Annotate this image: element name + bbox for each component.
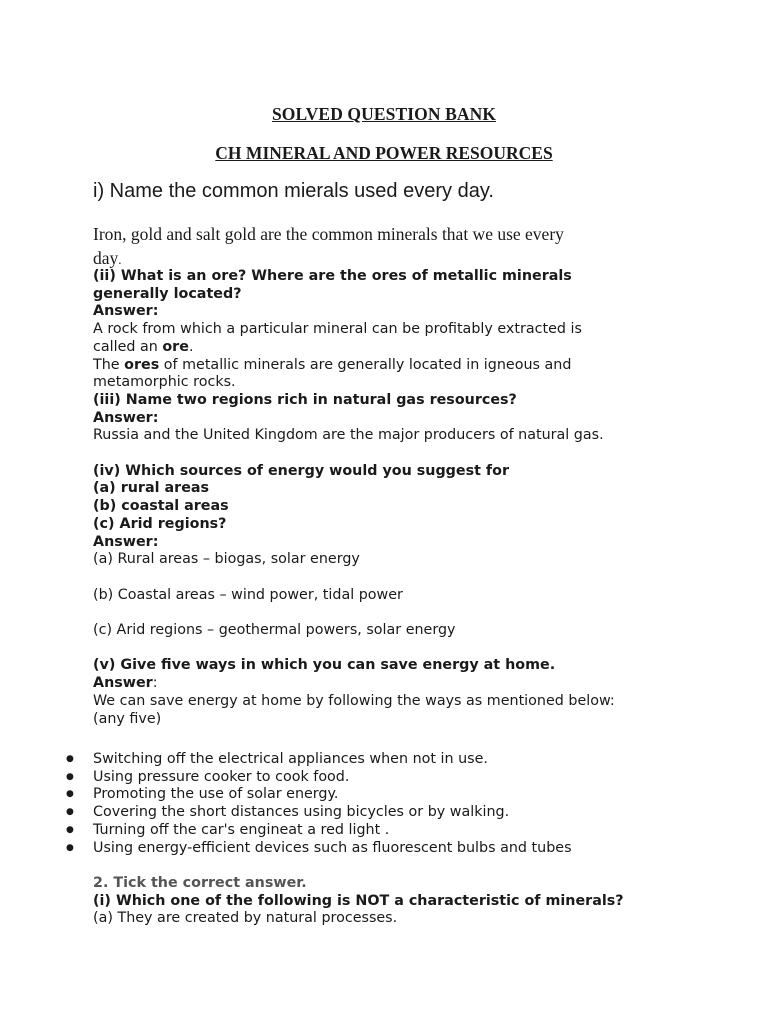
list-item — [66, 840, 716, 858]
text-fragment: : — [152, 675, 158, 692]
spacer — [93, 569, 693, 587]
spacer — [93, 640, 693, 658]
question-2-line-1: (ii) What is an ore? Where are the ores of metallic minerals — [93, 268, 572, 284]
bullet-icon: ● — [66, 842, 74, 853]
list-item — [66, 822, 716, 840]
list-item-text: Covering the short distances using bicycles or by walking. — [93, 804, 510, 821]
answer-2-line-3 — [93, 357, 693, 375]
answer-2-line-1: A rock from which a particular mineral can be profitably extracted is — [93, 321, 582, 338]
question-3: (iii) Name two regions rich in natural gas resources? — [93, 391, 517, 408]
answer-5-label-line — [93, 675, 693, 693]
answer-5-line-2: (any five) — [93, 710, 162, 727]
question-4: (iv) Which sources of energy would you suggest for — [93, 462, 510, 479]
answer-3: Russia and the United Kingdom are the major producers of natural gas. — [93, 427, 604, 444]
list-item — [66, 751, 716, 769]
answer-1 — [93, 222, 673, 272]
answer-5-line-1: We can save energy at home by following the ways as mentioned below: — [93, 692, 615, 709]
list-item-text: Turning off the car's engineat a red light . — [93, 821, 390, 838]
bold-term: ore — [162, 338, 189, 355]
question-2-block — [93, 268, 693, 728]
bullet-icon: ● — [66, 789, 74, 800]
list-item-text: Using energy-efficient devices such as fluorescent bulbs and tubes — [93, 839, 572, 856]
question-4-option-b: (b) coastal areas — [93, 498, 229, 515]
document-title: SOLVED QUESTION BANK — [271, 104, 497, 124]
list-item — [66, 804, 716, 822]
answer-label: Answer: — [93, 533, 159, 550]
question-2-line-2: generally located? — [93, 285, 242, 302]
list-item-text: Promoting the use of solar energy. — [93, 786, 339, 803]
answer-label: Answer — [93, 675, 153, 692]
text-fragment: of metallic minerals are generally located in igneous and — [159, 356, 572, 373]
bold-term: ores — [124, 356, 160, 373]
bullet-icon: ● — [66, 754, 74, 764]
text-fragment: called an — [93, 338, 163, 355]
question-1: i) Name the common mierals used every day. — [93, 180, 494, 202]
bullet-icon: ● — [66, 771, 74, 782]
spacer — [93, 604, 693, 622]
answer-1-period: . — [118, 252, 122, 267]
answer-4-a: (a) Rural areas – biogas, solar energy — [93, 551, 360, 568]
question-4-option-a: (a) rural areas — [93, 480, 210, 497]
section-2 — [93, 875, 713, 928]
answer-label: Answer: — [93, 409, 159, 426]
bullet-icon: ● — [66, 807, 74, 818]
list-item — [66, 786, 716, 804]
answer-1-line-2-text: day — [93, 248, 119, 268]
list-item-text: Switching off the electrical appliances when not in use. — [93, 751, 488, 767]
bullet-icon: ● — [66, 824, 74, 835]
answer-4-c: (c) Arid regions – geothermal powers, solar energy — [93, 622, 456, 639]
question-4-option-c: (c) Arid regions? — [93, 515, 227, 532]
answer-2-line-4: metamorphic rocks. — [93, 374, 236, 391]
question-5: (v) Give five ways in which you can save energy at home. — [93, 657, 556, 674]
section-2-heading: 2. Tick the correct answer. — [93, 875, 307, 891]
list-item-text: Using pressure cooker to cook food. — [93, 768, 350, 785]
section-2-option-a: (a) They are created by natural processes. — [93, 910, 398, 927]
text-fragment: The — [93, 356, 125, 373]
answer-label: Answer: — [93, 303, 159, 320]
answer-1-line-1: Iron, gold and salt gold are the common minerals that we use every — [93, 224, 564, 244]
answer-2-line-2 — [93, 339, 693, 357]
answer-4-b: (b) Coastal areas – wind power, tidal power — [93, 586, 403, 603]
section-2-question-1: (i) Which one of the following is NOT a characteristic of minerals? — [93, 892, 624, 909]
chapter-title: CH MINERAL AND POWER RESOURCES — [215, 143, 553, 163]
list-item — [66, 769, 716, 787]
text-fragment: . — [188, 338, 194, 355]
spacer — [93, 445, 693, 463]
energy-saving-list — [66, 751, 716, 857]
